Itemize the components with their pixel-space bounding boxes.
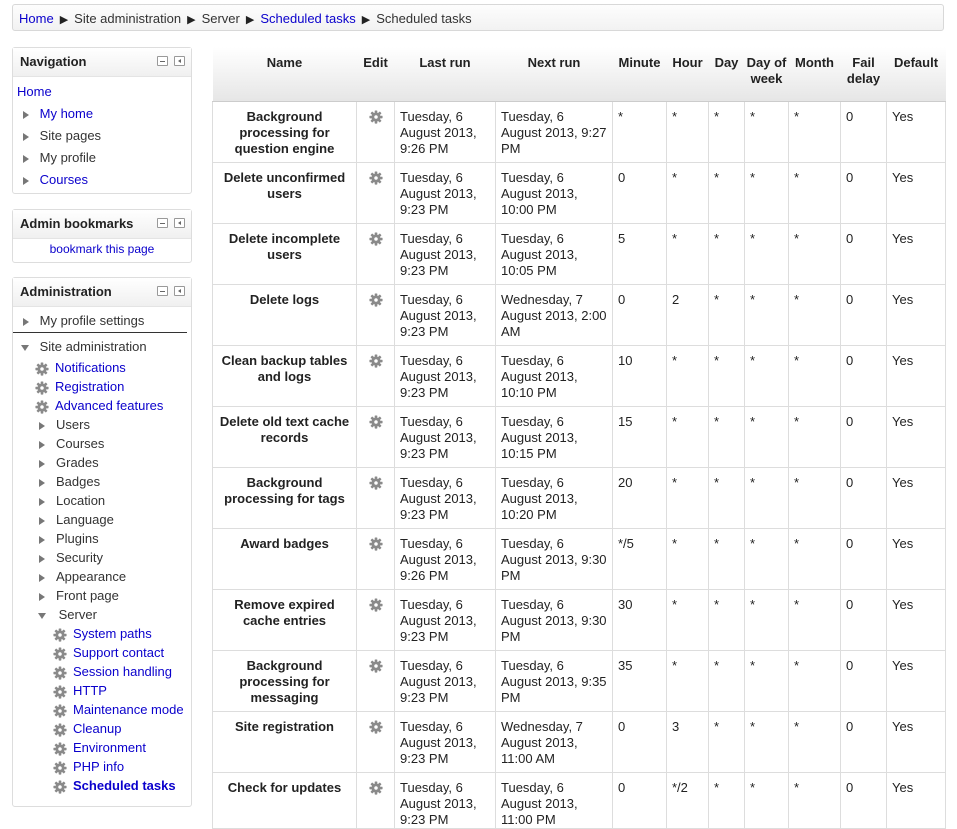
- cell-month: *: [789, 345, 841, 406]
- edit-cell: [357, 772, 395, 828]
- dock-icon[interactable]: [174, 218, 185, 228]
- edit-gear-icon[interactable]: [369, 475, 383, 490]
- table-row: [213, 345, 946, 406]
- cell-name: Site registration: [213, 711, 357, 772]
- breadcrumb-separator-icon: ▶: [361, 14, 371, 26]
- cell-dow: *: [745, 589, 789, 650]
- expand-arrow-icon: [39, 517, 45, 525]
- gear-icon: [53, 721, 67, 736]
- cell-name: Background processing for messaging: [213, 650, 357, 711]
- cell-dow: *: [745, 345, 789, 406]
- server-item-label[interactable]: Environment: [73, 740, 146, 755]
- edit-gear-icon[interactable]: [369, 353, 383, 368]
- cell-fail: 0: [841, 650, 887, 711]
- cell-month: *: [789, 223, 841, 284]
- expand-arrow-icon: [23, 111, 29, 119]
- admin-item-badges[interactable]: [39, 472, 191, 491]
- cell-fail: 0: [841, 528, 887, 589]
- server-item-label[interactable]: System paths: [73, 626, 152, 641]
- admin-item-grades[interactable]: [39, 453, 191, 472]
- nav-item-label: Site pages: [39, 128, 102, 143]
- breadcrumb-server: Server: [201, 11, 240, 26]
- gear-icon: [53, 702, 67, 717]
- administration-block: [12, 277, 192, 807]
- admin-item-registration[interactable]: [35, 377, 191, 396]
- server-item-http[interactable]: [53, 681, 191, 700]
- edit-gear-icon[interactable]: [369, 292, 383, 307]
- server-item-label[interactable]: Maintenance mode: [73, 702, 184, 717]
- cell-next: Tuesday, 6 August 2013, 10:20 PM: [496, 467, 613, 528]
- cell-default: Yes: [887, 223, 946, 284]
- expand-arrow-icon: [39, 479, 45, 487]
- cell-next: Tuesday, 6 August 2013, 9:27 PM: [496, 101, 613, 162]
- breadcrumb-site-admin: Site administration: [74, 11, 182, 26]
- cell-default: Yes: [887, 406, 946, 467]
- cell-hour: */2: [667, 772, 709, 828]
- gear-icon: [35, 398, 49, 413]
- admin-item-label[interactable]: Registration: [55, 379, 125, 394]
- nav-item-courses[interactable]: [13, 169, 191, 191]
- breadcrumb-separator-icon: ▶: [187, 14, 196, 26]
- cell-month: *: [789, 101, 841, 162]
- cell-month: *: [789, 406, 841, 467]
- cell-fail: 0: [841, 101, 887, 162]
- header-minute: Minute: [613, 47, 667, 101]
- administration-title: Administration: [20, 284, 112, 299]
- breadcrumb-separator-icon: ▶: [59, 14, 69, 26]
- nav-item-my-profile[interactable]: [13, 147, 191, 169]
- cell-minute: *: [613, 101, 667, 162]
- admin-item-label: Courses: [56, 436, 105, 451]
- cell-last: Tuesday, 6 August 2013, 9:23 PM: [395, 772, 496, 828]
- cell-hour: *: [667, 467, 709, 528]
- edit-cell: [357, 711, 395, 772]
- cell-dow: *: [745, 650, 789, 711]
- table-row: [213, 284, 946, 345]
- admin-item-language[interactable]: [39, 510, 191, 529]
- cell-fail: 0: [841, 772, 887, 828]
- header-fail-delay: Fail delay: [841, 47, 887, 101]
- cell-minute: 0: [613, 772, 667, 828]
- breadcrumb-separator-icon: ▶: [245, 14, 255, 26]
- cell-next: Wednesday, 7 August 2013, 2:00 AM: [496, 284, 613, 345]
- cell-month: *: [789, 589, 841, 650]
- expand-arrow-icon: [23, 155, 29, 163]
- cell-month: *: [789, 284, 841, 345]
- nav-item-label: My profile: [39, 150, 96, 165]
- admin-item-plugins[interactable]: [39, 529, 191, 548]
- expand-arrow-icon: [23, 177, 29, 185]
- server-item-scheduled-tasks[interactable]: [53, 776, 191, 795]
- cell-hour: *: [667, 589, 709, 650]
- cell-last: Tuesday, 6 August 2013, 9:23 PM: [395, 406, 496, 467]
- admin-item-server[interactable]: [38, 605, 191, 624]
- server-item-label[interactable]: PHP info: [73, 759, 125, 774]
- header-month: Month: [789, 47, 841, 101]
- edit-gear-icon[interactable]: [369, 658, 383, 673]
- cell-last: Tuesday, 6 August 2013, 9:23 PM: [395, 650, 496, 711]
- table-row: [213, 528, 946, 589]
- edit-cell: [357, 223, 395, 284]
- cell-default: Yes: [887, 467, 946, 528]
- table-header-row: [213, 47, 946, 101]
- breadcrumb: [12, 4, 944, 31]
- cell-name: Background processing for question engine: [213, 101, 357, 162]
- expand-arrow-icon: [39, 593, 45, 601]
- admin-item-label: My profile settings: [39, 313, 145, 328]
- minimize-icon[interactable]: [157, 218, 168, 228]
- cell-hour: *: [667, 406, 709, 467]
- collapse-arrow-icon: [21, 345, 29, 351]
- cell-month: *: [789, 650, 841, 711]
- admin-item-label: Security: [56, 550, 103, 565]
- gear-icon: [53, 626, 67, 641]
- collapse-arrow-icon: [38, 613, 46, 619]
- expand-arrow-icon: [39, 574, 45, 582]
- cell-name: Delete old text cache records: [213, 406, 357, 467]
- cell-hour: *: [667, 345, 709, 406]
- table-row: [213, 162, 946, 223]
- server-item-php-info[interactable]: [53, 757, 191, 776]
- cell-minute: 35: [613, 650, 667, 711]
- gear-icon: [35, 379, 49, 394]
- cell-month: *: [789, 467, 841, 528]
- edit-gear-icon[interactable]: [369, 170, 383, 185]
- cell-dow: *: [745, 223, 789, 284]
- header-next-run[interactable]: Next run: [496, 47, 613, 101]
- cell-dow: *: [745, 467, 789, 528]
- cell-name: Delete incomplete users: [213, 223, 357, 284]
- cell-dow: *: [745, 284, 789, 345]
- gear-icon: [53, 664, 67, 679]
- server-item-maintenance-mode[interactable]: [53, 700, 191, 719]
- cell-name: Delete unconfirmed users: [213, 162, 357, 223]
- cell-hour: *: [667, 650, 709, 711]
- admin-item-location[interactable]: [39, 491, 191, 510]
- edit-gear-icon[interactable]: [369, 109, 383, 124]
- cell-minute: */5: [613, 528, 667, 589]
- breadcrumb-home[interactable]: Home: [19, 11, 54, 26]
- cell-next: Tuesday, 6 August 2013, 9:30 PM: [496, 589, 613, 650]
- administration-header: [13, 278, 191, 307]
- cell-minute: 10: [613, 345, 667, 406]
- expand-arrow-icon: [39, 441, 45, 449]
- admin-item-users[interactable]: [39, 415, 191, 434]
- table-row: [213, 101, 946, 162]
- cell-month: *: [789, 711, 841, 772]
- cell-name: Clean backup tables and logs: [213, 345, 357, 406]
- server-item-session-handling[interactable]: [53, 662, 191, 681]
- cell-last: Tuesday, 6 August 2013, 9:26 PM: [395, 101, 496, 162]
- cell-hour: *: [667, 162, 709, 223]
- edit-cell: [357, 101, 395, 162]
- cell-name: Remove expired cache entries: [213, 589, 357, 650]
- server-item-label[interactable]: Support contact: [73, 645, 165, 660]
- expand-arrow-icon: [39, 555, 45, 563]
- cell-day: *: [709, 345, 745, 406]
- expand-arrow-icon: [39, 536, 45, 544]
- cell-minute: 30: [613, 589, 667, 650]
- cell-next: Tuesday, 6 August 2013, 10:10 PM: [496, 345, 613, 406]
- scheduled-tasks-table: [212, 47, 946, 829]
- minimize-icon[interactable]: [157, 286, 168, 296]
- edit-gear-icon[interactable]: [369, 536, 383, 551]
- cell-dow: *: [745, 711, 789, 772]
- edit-gear-icon[interactable]: [369, 414, 383, 429]
- cell-default: Yes: [887, 528, 946, 589]
- cell-fail: 0: [841, 467, 887, 528]
- cell-default: Yes: [887, 162, 946, 223]
- admin-item-label: Front page: [56, 588, 119, 603]
- admin-item-appearance[interactable]: [39, 567, 191, 586]
- cell-hour: *: [667, 528, 709, 589]
- edit-cell: [357, 467, 395, 528]
- edit-gear-icon[interactable]: [369, 780, 383, 795]
- expand-arrow-icon: [39, 422, 45, 430]
- cell-name: Award badges: [213, 528, 357, 589]
- admin-item-label[interactable]: Advanced features: [55, 398, 164, 413]
- cell-name: Delete logs: [213, 284, 357, 345]
- cell-fail: 0: [841, 162, 887, 223]
- cell-next: Tuesday, 6 August 2013, 10:05 PM: [496, 223, 613, 284]
- admin-bookmarks-title: Admin bookmarks: [20, 216, 134, 231]
- admin-item-label: Grades: [56, 455, 99, 470]
- breadcrumb-current: Scheduled tasks: [376, 11, 472, 26]
- header-day-of-week: Day of week: [745, 47, 789, 101]
- header-name[interactable]: Name: [213, 47, 357, 101]
- admin-item-label: Badges: [56, 474, 101, 489]
- cell-next: Tuesday, 6 August 2013, 10:15 PM: [496, 406, 613, 467]
- header-hour: Hour: [667, 47, 709, 101]
- admin-item-front-page[interactable]: [39, 586, 191, 605]
- table-row: [213, 406, 946, 467]
- cell-last: Tuesday, 6 August 2013, 9:23 PM: [395, 284, 496, 345]
- admin-bookmarks-header: [13, 210, 191, 239]
- cell-day: *: [709, 711, 745, 772]
- cell-day: *: [709, 406, 745, 467]
- cell-default: Yes: [887, 772, 946, 828]
- cell-day: *: [709, 101, 745, 162]
- minimize-icon[interactable]: [157, 56, 168, 66]
- cell-minute: 0: [613, 284, 667, 345]
- dock-icon[interactable]: [174, 286, 185, 296]
- header-day: Day: [709, 47, 745, 101]
- admin-item-label: Appearance: [56, 569, 127, 584]
- cell-fail: 0: [841, 406, 887, 467]
- cell-day: *: [709, 589, 745, 650]
- navigation-block: [12, 47, 192, 194]
- cell-last: Tuesday, 6 August 2013, 9:26 PM: [395, 528, 496, 589]
- cell-next: Tuesday, 6 August 2013, 11:00 PM: [496, 772, 613, 828]
- table-row: [213, 467, 946, 528]
- admin-item-label: Plugins: [56, 531, 99, 546]
- admin-item-my-profile-settings[interactable]: [13, 310, 187, 333]
- gear-icon: [53, 778, 67, 793]
- bookmark-this-page-link[interactable]: bookmark this page: [49, 242, 155, 256]
- cell-month: *: [789, 528, 841, 589]
- cell-last: Tuesday, 6 August 2013, 9:23 PM: [395, 223, 496, 284]
- edit-cell: [357, 162, 395, 223]
- admin-item-label: Server: [58, 607, 97, 622]
- admin-item-courses[interactable]: [39, 434, 191, 453]
- nav-item-site-pages[interactable]: [13, 125, 191, 147]
- nav-home-link[interactable]: Home: [17, 84, 52, 99]
- server-item-label[interactable]: Scheduled tasks: [73, 778, 176, 793]
- cell-default: Yes: [887, 589, 946, 650]
- expand-arrow-icon: [39, 460, 45, 468]
- cell-default: Yes: [887, 284, 946, 345]
- cell-last: Tuesday, 6 August 2013, 9:23 PM: [395, 589, 496, 650]
- gear-icon: [53, 683, 67, 698]
- header-last-run[interactable]: Last run: [395, 47, 496, 101]
- edit-cell: [357, 589, 395, 650]
- admin-item-advanced-features[interactable]: [35, 396, 191, 415]
- cell-day: *: [709, 467, 745, 528]
- cell-fail: 0: [841, 284, 887, 345]
- edit-cell: [357, 650, 395, 711]
- cell-hour: 2: [667, 284, 709, 345]
- cell-fail: 0: [841, 345, 887, 406]
- admin-item-label: Location: [56, 493, 106, 508]
- cell-last: Tuesday, 6 August 2013, 9:23 PM: [395, 162, 496, 223]
- admin-item-label: Site administration: [39, 339, 147, 354]
- admin-item-label[interactable]: Notifications: [55, 360, 126, 375]
- cell-day: *: [709, 772, 745, 828]
- cell-default: Yes: [887, 101, 946, 162]
- cell-next: Tuesday, 6 August 2013, 10:00 PM: [496, 162, 613, 223]
- cell-name: Check for updates: [213, 772, 357, 828]
- cell-day: *: [709, 284, 745, 345]
- cell-default: Yes: [887, 345, 946, 406]
- server-item-system-paths[interactable]: [53, 624, 191, 643]
- table-row: [213, 223, 946, 284]
- header-default: Default: [887, 47, 946, 101]
- cell-day: *: [709, 528, 745, 589]
- cell-minute: 20: [613, 467, 667, 528]
- edit-cell: [357, 284, 395, 345]
- cell-hour: *: [667, 223, 709, 284]
- cell-default: Yes: [887, 711, 946, 772]
- expand-arrow-icon: [23, 318, 29, 326]
- server-item-label[interactable]: HTTP: [73, 683, 107, 698]
- cell-minute: 15: [613, 406, 667, 467]
- cell-next: Wednesday, 7 August 2013, 11:00 AM: [496, 711, 613, 772]
- cell-fail: 0: [841, 589, 887, 650]
- cell-next: Tuesday, 6 August 2013, 9:30 PM: [496, 528, 613, 589]
- cell-dow: *: [745, 101, 789, 162]
- admin-item-notifications[interactable]: [35, 358, 191, 377]
- cell-last: Tuesday, 6 August 2013, 9:23 PM: [395, 345, 496, 406]
- cell-hour: 3: [667, 711, 709, 772]
- edit-cell: [357, 345, 395, 406]
- expand-arrow-icon: [23, 133, 29, 141]
- breadcrumb-scheduled-tasks-link[interactable]: Scheduled tasks: [260, 11, 356, 26]
- server-item-label[interactable]: Cleanup: [73, 721, 122, 736]
- header-edit: Edit: [357, 47, 395, 101]
- cell-dow: *: [745, 772, 789, 828]
- admin-item-label: Language: [56, 512, 114, 527]
- table-row: [213, 772, 946, 828]
- table-row: [213, 711, 946, 772]
- cell-last: Tuesday, 6 August 2013, 9:23 PM: [395, 711, 496, 772]
- cell-default: Yes: [887, 650, 946, 711]
- cell-month: *: [789, 772, 841, 828]
- gear-icon: [35, 360, 49, 375]
- admin-item-label: Users: [56, 417, 90, 432]
- cell-hour: *: [667, 101, 709, 162]
- cell-fail: 0: [841, 711, 887, 772]
- admin-bookmarks-block: [12, 209, 192, 263]
- edit-gear-icon[interactable]: [369, 719, 383, 734]
- nav-item-label[interactable]: Courses: [39, 172, 89, 187]
- navigation-block-header: [13, 48, 191, 77]
- cell-month: *: [789, 162, 841, 223]
- edit-gear-icon[interactable]: [369, 597, 383, 612]
- cell-minute: 0: [613, 162, 667, 223]
- cell-day: *: [709, 650, 745, 711]
- edit-cell: [357, 406, 395, 467]
- gear-icon: [53, 759, 67, 774]
- cell-next: Tuesday, 6 August 2013, 9:35 PM: [496, 650, 613, 711]
- cell-minute: 0: [613, 711, 667, 772]
- admin-item-security[interactable]: [39, 548, 191, 567]
- cell-dow: *: [745, 528, 789, 589]
- edit-cell: [357, 528, 395, 589]
- server-item-cleanup[interactable]: [53, 719, 191, 738]
- cell-dow: *: [745, 406, 789, 467]
- nav-item-my-home[interactable]: [13, 103, 191, 125]
- table-row: [213, 650, 946, 711]
- navigation-block-title: Navigation: [20, 54, 87, 69]
- cell-name: Background processing for tags: [213, 467, 357, 528]
- cell-last: Tuesday, 6 August 2013, 9:23 PM: [395, 467, 496, 528]
- cell-minute: 5: [613, 223, 667, 284]
- server-item-environment[interactable]: [53, 738, 191, 757]
- server-item-label[interactable]: Session handling: [73, 664, 173, 679]
- nav-item-label[interactable]: My home: [39, 106, 94, 121]
- admin-item-site-administration[interactable]: [13, 336, 191, 358]
- edit-gear-icon[interactable]: [369, 231, 383, 246]
- cell-day: *: [709, 223, 745, 284]
- dock-icon[interactable]: [174, 56, 185, 66]
- expand-arrow-icon: [39, 498, 45, 506]
- cell-day: *: [709, 162, 745, 223]
- gear-icon: [53, 645, 67, 660]
- gear-icon: [53, 740, 67, 755]
- cell-fail: 0: [841, 223, 887, 284]
- table-row: [213, 589, 946, 650]
- server-item-support-contact[interactable]: [53, 643, 191, 662]
- cell-dow: *: [745, 162, 789, 223]
